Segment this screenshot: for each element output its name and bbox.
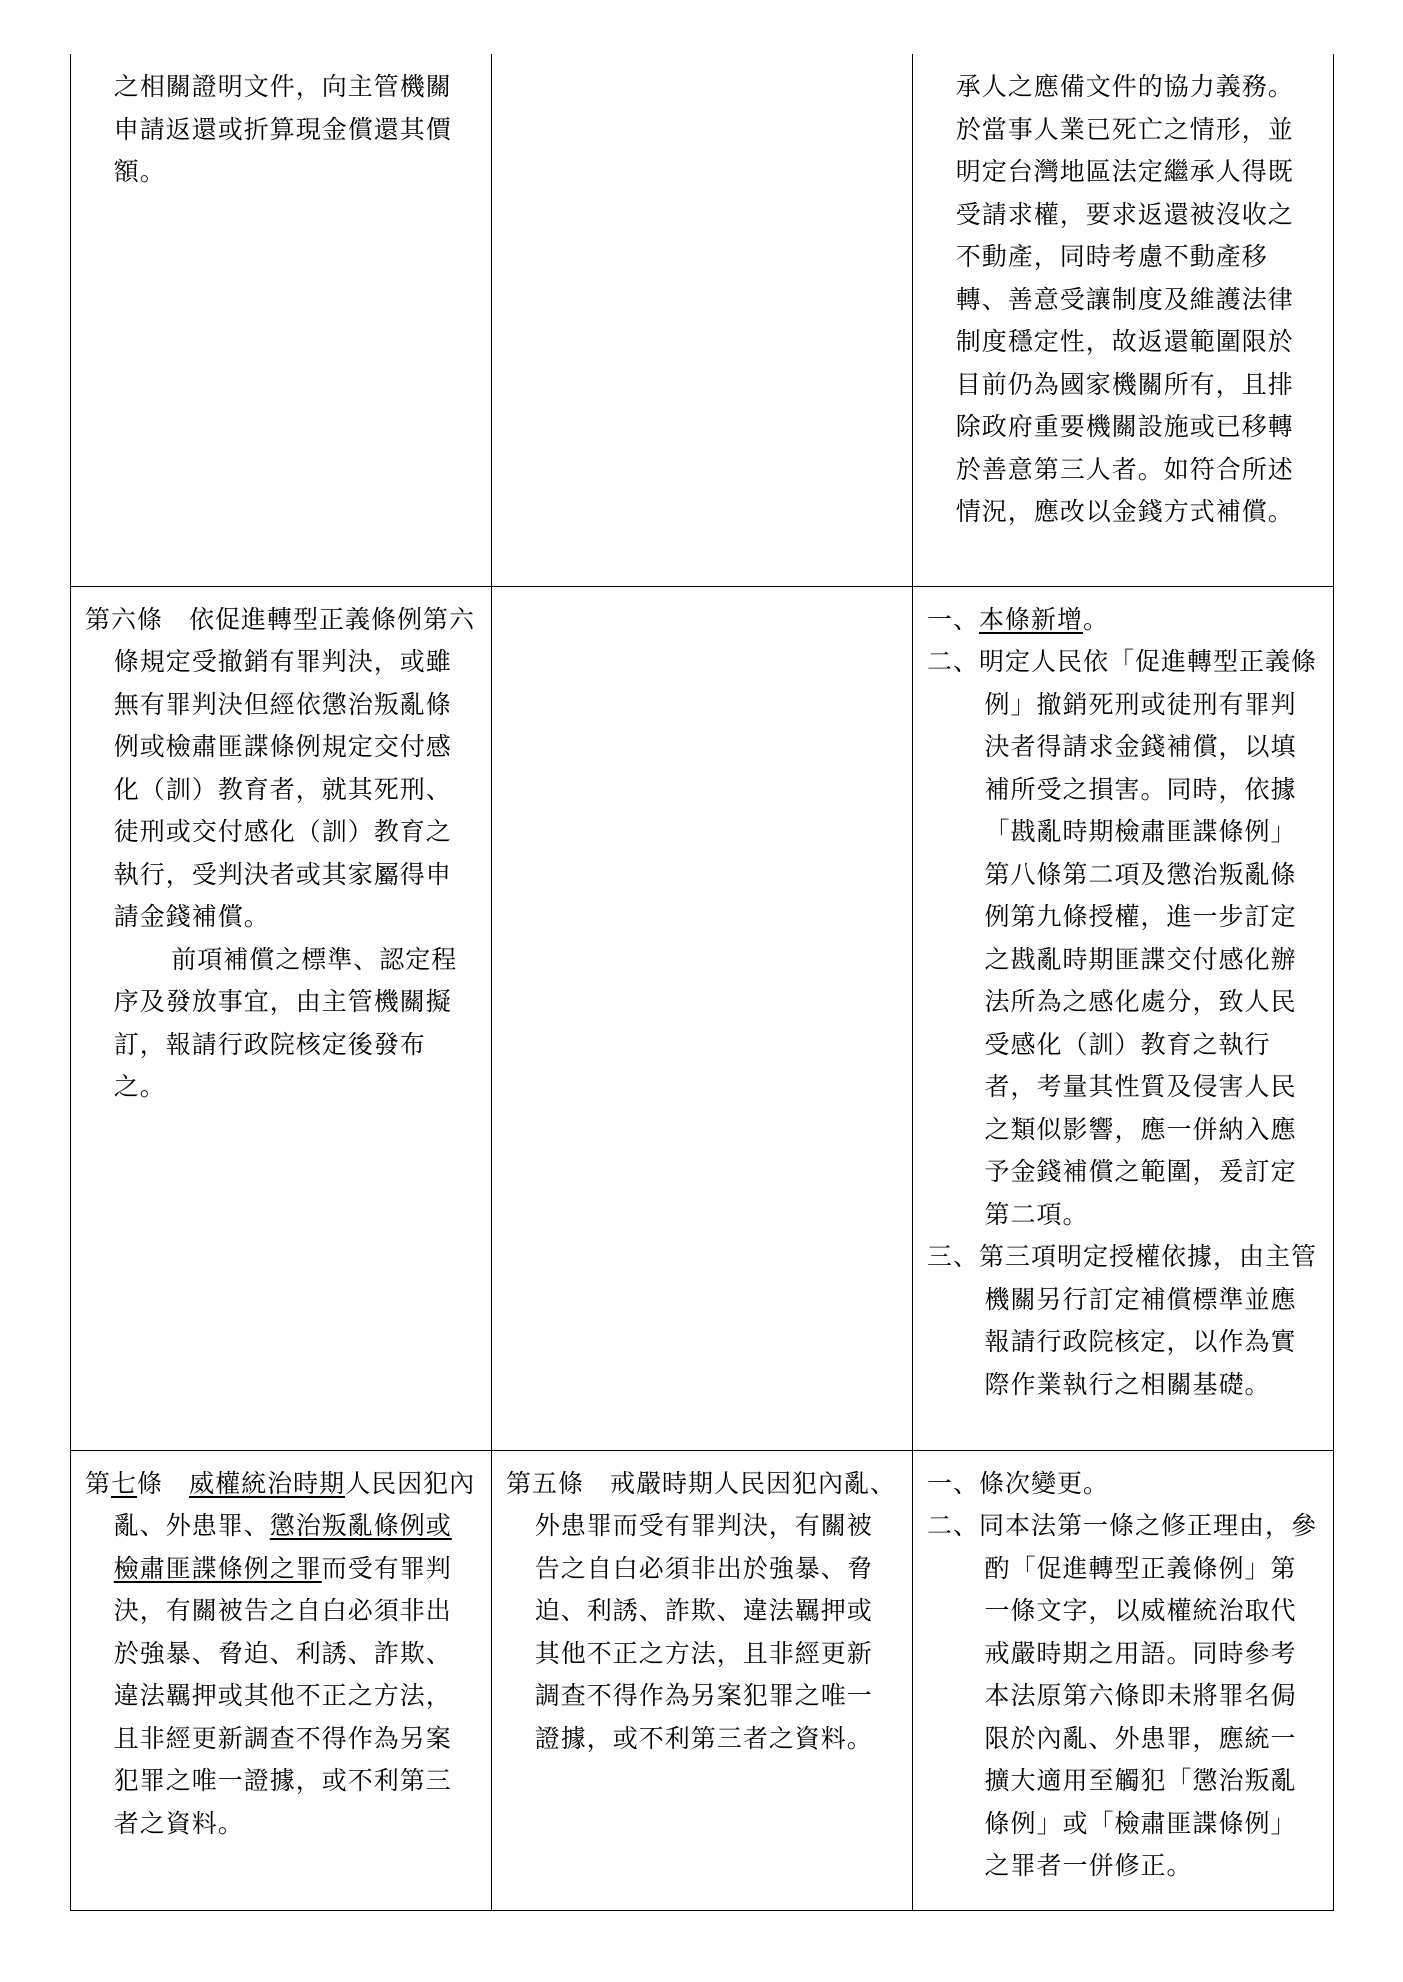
list-number: 一、 — [927, 1468, 980, 1498]
list-item — [927, 1463, 1319, 1506]
list-text: 同本法第一條之修正理由，參酌「促進轉型正義條例」第一條文字，以威權統治取代戒嚴時期之用語。同時參考本法原第六條即未將罪名侷限於內亂、外患罪，應統一擴大適用至觸犯「懲治叛亂條例」或「檢肅匪諜條例」之罪者一併修正。 — [979, 1511, 1318, 1880]
amended-text-cell — [71, 1450, 492, 1910]
current-text-cell — [492, 586, 913, 1450]
list-text: 明定人民依「促進轉型正義條例」撤銷死刑或徒刑有罪判決者得請求金錢補償，以填補所受之損害。同時，依據「戡亂時期檢肅匪諜條例」第八條第二項及懲治叛亂條例第九條授權，進一步訂定之戡亂時期匪諜交付感化辦法所為之感化處分，致人民受感化（訓）教育之執行者，考量其性質及侵害人民之類似影響，應一併納入應予金錢補償之範圍，爰訂定第二項。 — [979, 647, 1318, 1229]
table-row — [71, 586, 1334, 1450]
underlined-text: 本條新增 — [979, 604, 1084, 634]
list-number: 一、 — [927, 604, 980, 634]
amended-text-cell — [71, 54, 492, 586]
table-row — [71, 54, 1334, 586]
current-text-cell — [492, 54, 913, 586]
article-number: 第六條 — [85, 604, 164, 634]
amended-text-cell — [71, 586, 492, 1450]
explanation-cell — [913, 54, 1334, 586]
article-paragraph — [85, 1463, 477, 1846]
list-item — [927, 641, 1319, 1236]
list-number: 三、 — [927, 1242, 980, 1271]
list-item — [927, 1505, 1319, 1888]
explanation-cell — [913, 1450, 1334, 1910]
article-text: 而受有罪判決，有關被告之自白必須非出於強暴、脅迫、利誘、詐欺、違法羈押或其他不正之方法，且非經更新調查不得作為另案犯罪之唯一證據，或不利第三者之資料。 — [113, 1553, 452, 1838]
underlined-text: 懲治叛亂條例或檢肅匪諜條例之罪 — [113, 1511, 452, 1583]
list-item — [927, 599, 1319, 642]
cell-text: 承人之應備文件的協力義務。於當事人業已死亡之情形，並明定台灣地區法定繼承人得既受請求權，要求返還被沒收之不動產，同時考慮不動產移轉、善意受讓制度及維護法律制度穩定性，故返還範圍限於目前仍為國家機關所有，且排除政府重要機關設施或已移轉於善意第三人者。如符合所述情況，應改以金錢方式補償。 — [955, 72, 1294, 526]
table-row — [71, 1450, 1334, 1910]
article-number-prefix: 第 — [85, 1468, 112, 1498]
article-number-suffix: 條 — [137, 1468, 164, 1498]
article-text: 人民因犯內亂、外患罪、 — [113, 1468, 476, 1540]
list-text: 。 — [1083, 604, 1110, 634]
underlined-text: 威權統治時期 — [189, 1468, 346, 1498]
cell-text: 之相關證明文件，向主管機關申請返還或折算現金償還其價額。 — [113, 72, 452, 186]
article-paragraph — [85, 599, 477, 939]
article-number: 第五條 — [506, 1468, 585, 1498]
list-item — [927, 1236, 1319, 1406]
article-text: 戒嚴時期人民因犯內亂、外患罪而受有罪判決，有關被告之自白必須非出於強暴、脅迫、利誘、詐欺、違法羈押或其他不正之方法，且非經更新調查不得作為另案犯罪之唯一證據，或不利第三者之資料。 — [534, 1468, 897, 1753]
list-text: 第三項明定授權依據，由主管機關另行訂定補償標準並應報請行政院核定，以作為實際作業執行之相關基礎。 — [979, 1242, 1318, 1399]
article-paragraph — [506, 1463, 898, 1761]
article-paragraph-2: 前項補償之標準、認定程序及發放事宜，由主管機關擬訂，報請行政院核定後發布之。 — [113, 944, 458, 1101]
article-text: 依促進轉型正義條例第六條規定受撤銷有罪判決，或雖無有罪判決但經依懲治叛亂條例或檢肅匪諜條例規定交付感化（訓）教育者，就其死刑、徒刑或交付感化（訓）教育之執行，受判決者或其家屬得申請金錢補償。 — [113, 604, 476, 931]
explanation-cell — [913, 586, 1334, 1450]
current-text-cell — [492, 1450, 913, 1910]
list-number: 二、 — [927, 1511, 980, 1540]
list-number: 二、 — [927, 647, 980, 676]
article-number-changed: 七 — [111, 1468, 138, 1498]
comparison-table — [70, 54, 1334, 1911]
list-text: 條次變更。 — [979, 1468, 1110, 1498]
